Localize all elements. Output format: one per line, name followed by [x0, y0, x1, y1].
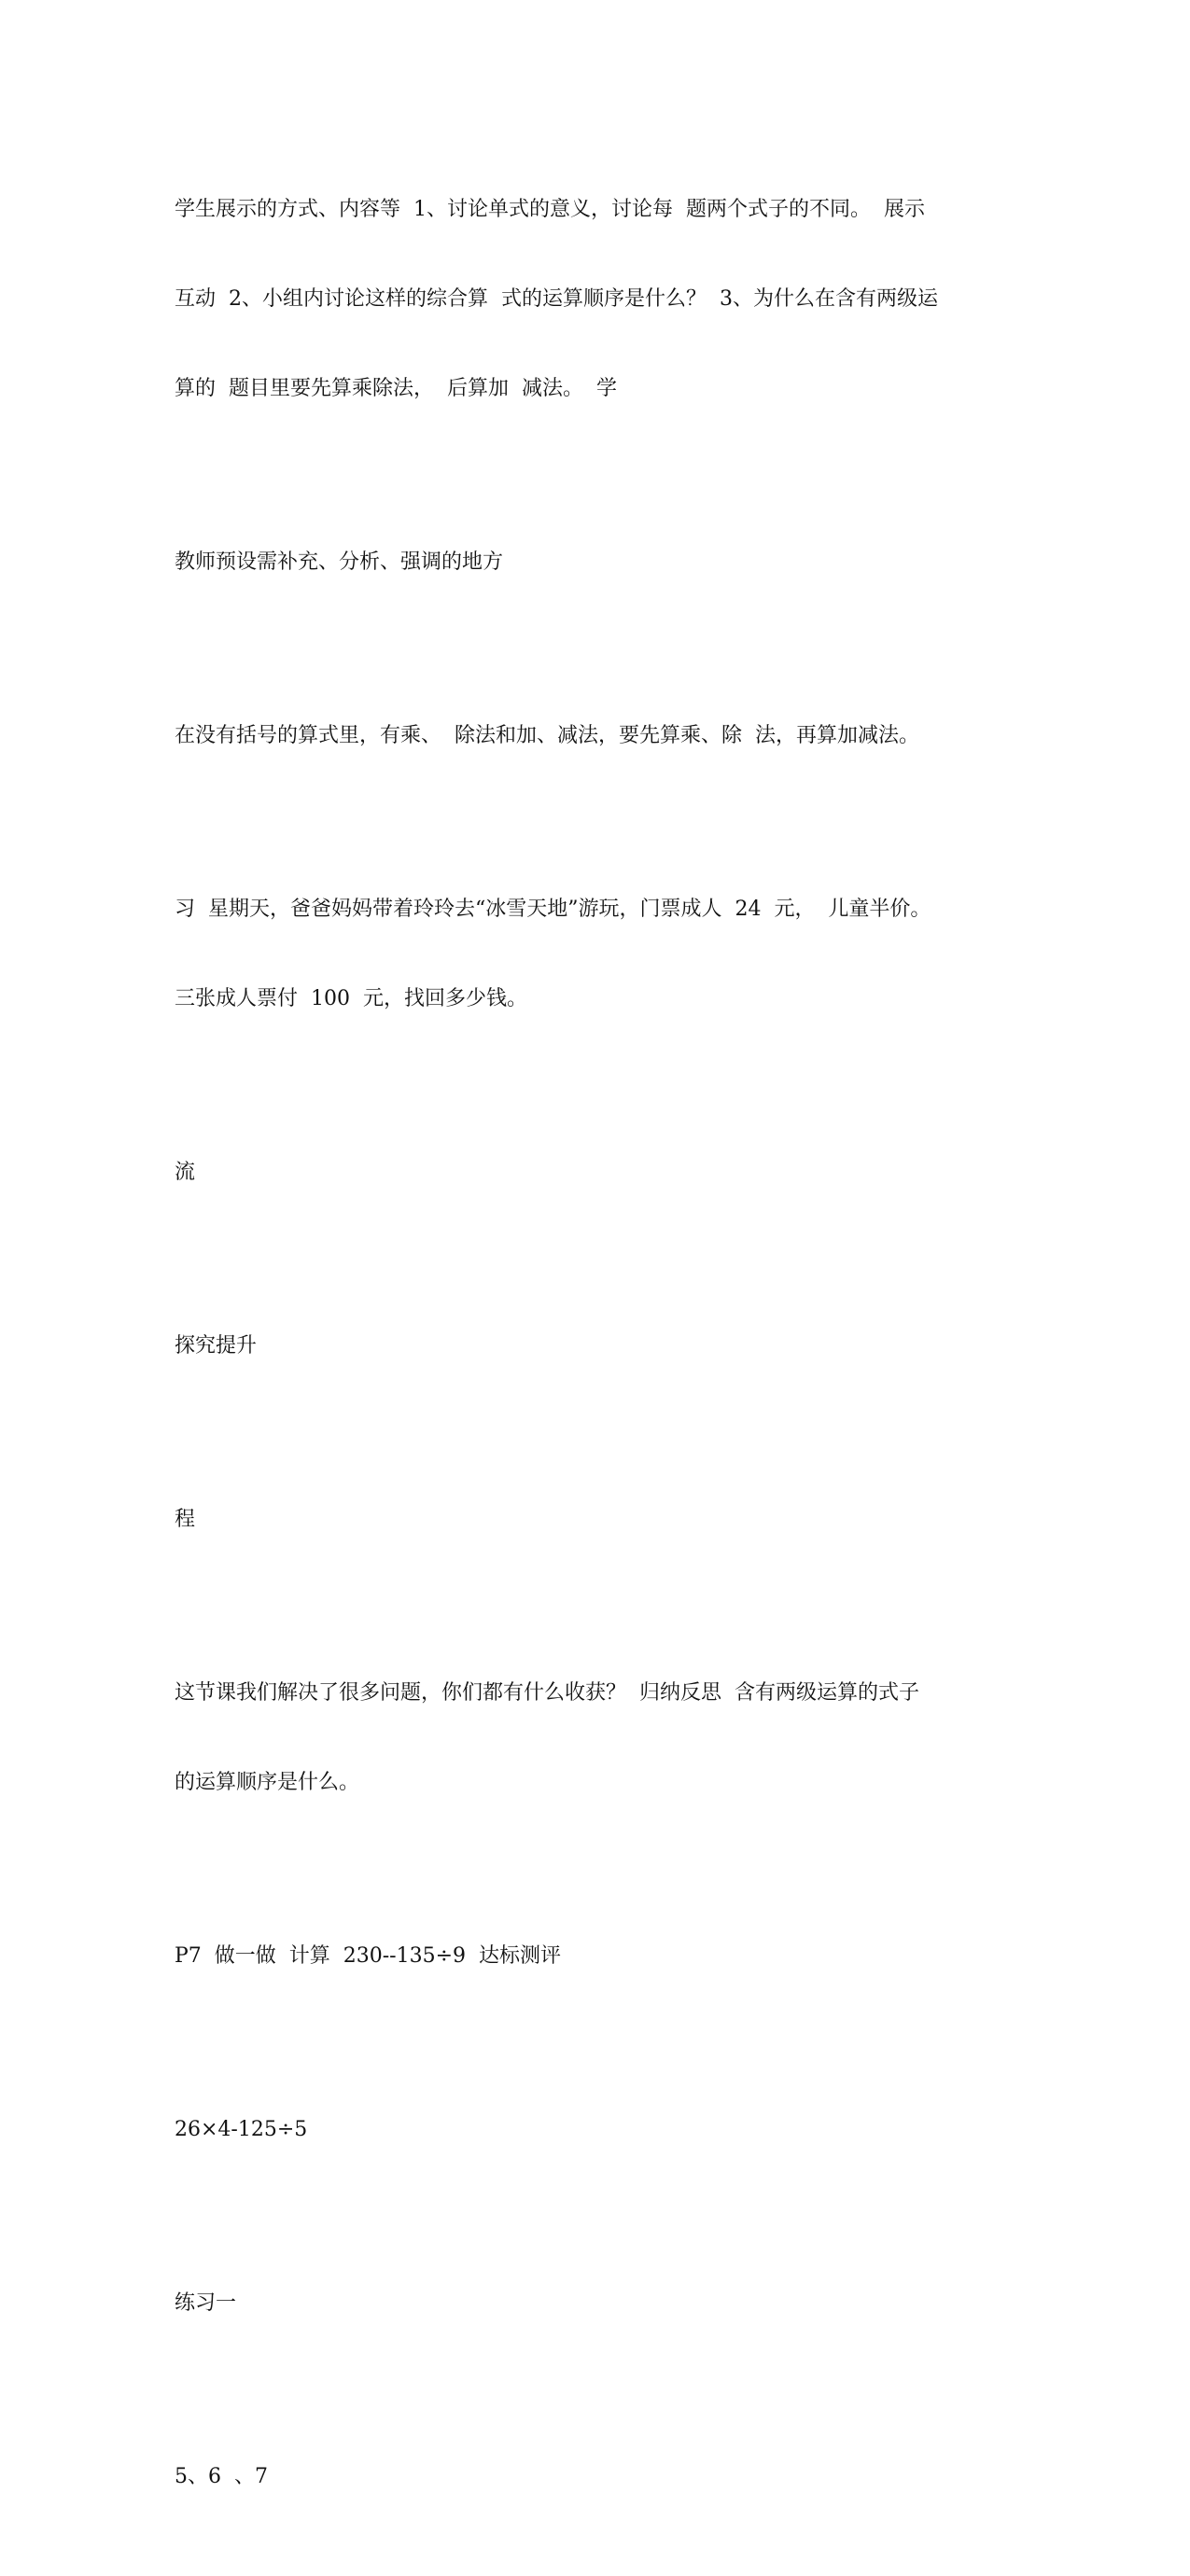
paragraph-expression: [175, 2055, 1029, 2205]
paragraph-reflection: [175, 1619, 1029, 1858]
text-line: P7 做一做 计算 230--135÷9 达标测评: [175, 1944, 562, 1968]
text-line: 这节课我们解决了很多问题，你们都有什么收获？ 归纳反思 含有两级运算的式子: [175, 1681, 919, 1705]
text-line: 教师预设需补充、分析、强调的地方: [175, 550, 504, 574]
text-line: 流: [175, 1161, 196, 1184]
text-line: 的运算顺序是什么。: [175, 1771, 360, 1794]
text-line: 练习一: [175, 2291, 237, 2315]
paragraph-explore: [175, 1272, 1029, 1421]
text-line: 互动 2、小组内讨论这样的综合算 式的运算顺序是什么？ 3、为什么在含有两级运: [175, 287, 938, 311]
document-body: [175, 135, 1029, 2576]
text-line: 算的 题目里要先算乘除法， 后算加 减法。 学: [175, 377, 617, 400]
paragraph-exercise: [175, 1882, 1029, 2031]
paragraph-practice-one: [175, 2229, 1029, 2378]
text-line: 学生展示的方式、内容等 1、讨论单式的意义，讨论每 题两个式子的不同。 展示: [175, 198, 925, 221]
paragraph-teacher-notes: [175, 488, 1029, 637]
text-line: 5、6 、7: [175, 2465, 268, 2488]
text-line: 习 星期天，爸爸妈妈带着玲玲去“冰雪天地”游玩，门票成人 24 元， 儿童半价。: [175, 898, 931, 921]
paragraph-practice-problem: [175, 835, 1029, 1074]
text-line: 在没有括号的算式里，有乘、 除法和加、减法，要先算乘、除 法，再算加减法。: [175, 724, 919, 747]
text-line: 探究提升: [175, 1334, 258, 1358]
paragraph-label-liu: [175, 1098, 1029, 1247]
text-line: 程: [175, 1508, 196, 1531]
paragraph-rule: [175, 661, 1029, 811]
paragraph-label-cheng: [175, 1445, 1029, 1594]
text-line: 26×4-125÷5: [175, 2118, 308, 2141]
text-line: 三张成人票付 100 元，找回多少钱。: [175, 987, 527, 1010]
paragraph-numbers: [175, 2402, 1029, 2552]
paragraph-student-display: [175, 135, 1029, 464]
